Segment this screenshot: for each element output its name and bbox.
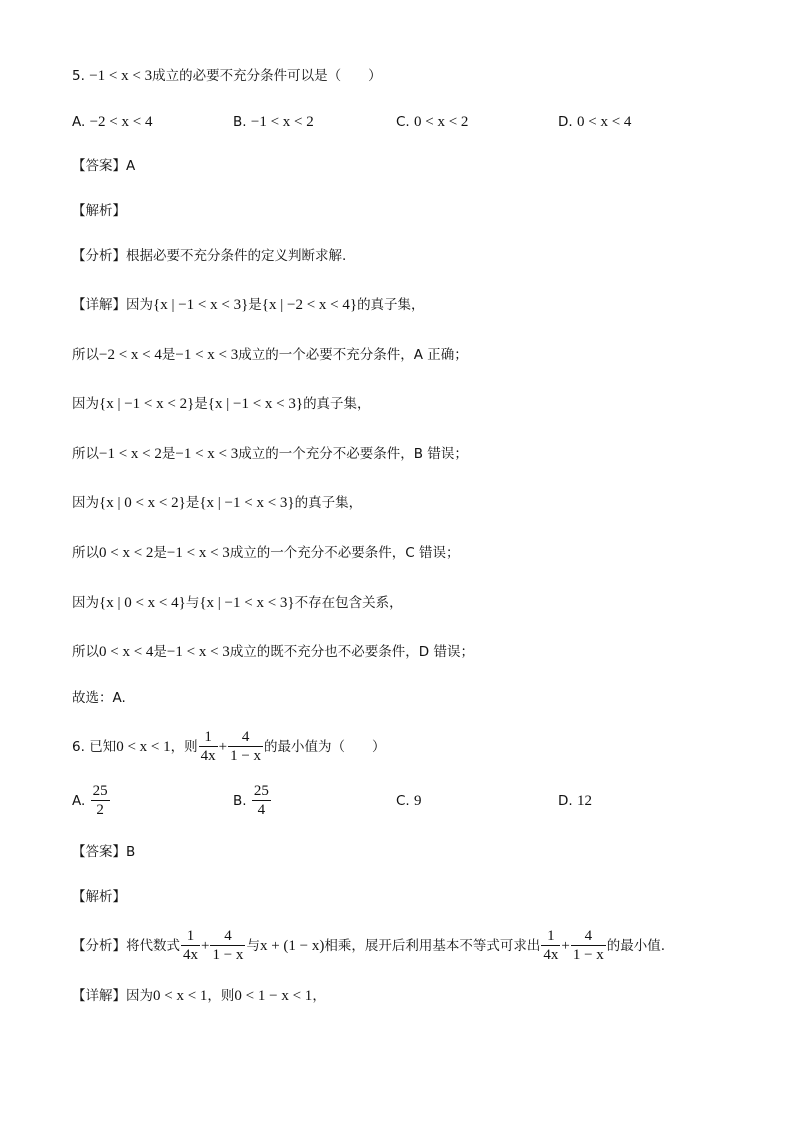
q6-option-c: C. 9	[396, 793, 422, 809]
q6-fenxi: 【分析】将代数式 $\frac{1}{4x}$ + $\frac{4}{1 - x}$ 与x + (1 − x)相乘，展开后利用基本不等式可求出 $\frac{1}{4x}$ + $\frac{4}{1 - x}$ 的最小值.	[72, 928, 666, 963]
q6-option-a: A. $\frac{25}{2}$	[72, 783, 108, 818]
q5-stem-text: 成立的必要不充分条件可以是（ ）	[152, 68, 382, 84]
q5-detail-line-3: 因为{x | −1 < x < 2}是{x | −1 < x < 3}的真子集，	[72, 396, 371, 412]
q6-number: 6.	[72, 739, 85, 755]
q5-conclusion: 故选：A.	[72, 690, 126, 706]
q5-analysis-heading: 【解析】	[72, 203, 126, 219]
q5-detail-line-2: 所以−2 < x < 4是−1 < x < 3成立的一个必要不充分条件，A 正确；	[72, 347, 468, 363]
q5-detail-line-4: 所以−1 < x < 2是−1 < x < 3成立的一个充分不必要条件，B 错误；	[72, 446, 468, 462]
q5-stem	[72, 66, 382, 86]
q5-option-b: B. −1 < x < 2	[233, 114, 314, 130]
q5-fenxi: 【分析】根据必要不充分条件的定义判断求解.	[72, 248, 347, 264]
q6-analysis-heading: 【解析】	[72, 889, 126, 905]
q5-detail-line-5: 因为{x | 0 < x < 2}是{x | −1 < x < 3}的真子集，	[72, 495, 363, 511]
q6-answer: 【答案】B	[72, 844, 136, 860]
q6-option-d: D. 12	[558, 793, 592, 809]
q5-stem-math: −1 < x < 3	[89, 68, 153, 84]
q5-option-a: A. −2 < x < 4	[72, 114, 153, 130]
q5-number: 5.	[72, 68, 85, 84]
q5-answer: 【答案】A	[72, 158, 136, 174]
q6-option-b: B. $\frac{25}{4}$	[233, 783, 269, 818]
q6-fraction-2: $\frac{4}{1 - x}$	[230, 729, 262, 764]
q5-detail-line-1: 【详解】因为{x | −1 < x < 3}是{x | −2 < x < 4}的真子集，	[72, 297, 425, 313]
q6-detail: 【详解】因为0 < x < 1，则0 < 1 − x < 1，	[72, 988, 326, 1004]
q6-stem: 6. 已知0 < x < 1，则 $\frac{1}{4x}$ + $\frac{4}{1 - x}$ 的最小值为（ ）	[72, 729, 386, 764]
q5-option-d: D. 0 < x < 4	[558, 114, 632, 130]
q5-detail-line-7: 因为{x | 0 < x < 4}与{x | −1 < x < 3}不存在包含关系，	[72, 595, 403, 611]
q5-detail-line-8: 所以0 < x < 4是−1 < x < 3成立的既不充分也不必要条件，D 错误；	[72, 644, 474, 660]
q5-detail-line-6: 所以0 < x < 2是−1 < x < 3成立的一个充分不必要条件，C 错误；	[72, 545, 460, 561]
q5-option-c: C. 0 < x < 2	[396, 114, 469, 130]
q6-fraction-1: $\frac{1}{4x}$	[200, 729, 216, 764]
